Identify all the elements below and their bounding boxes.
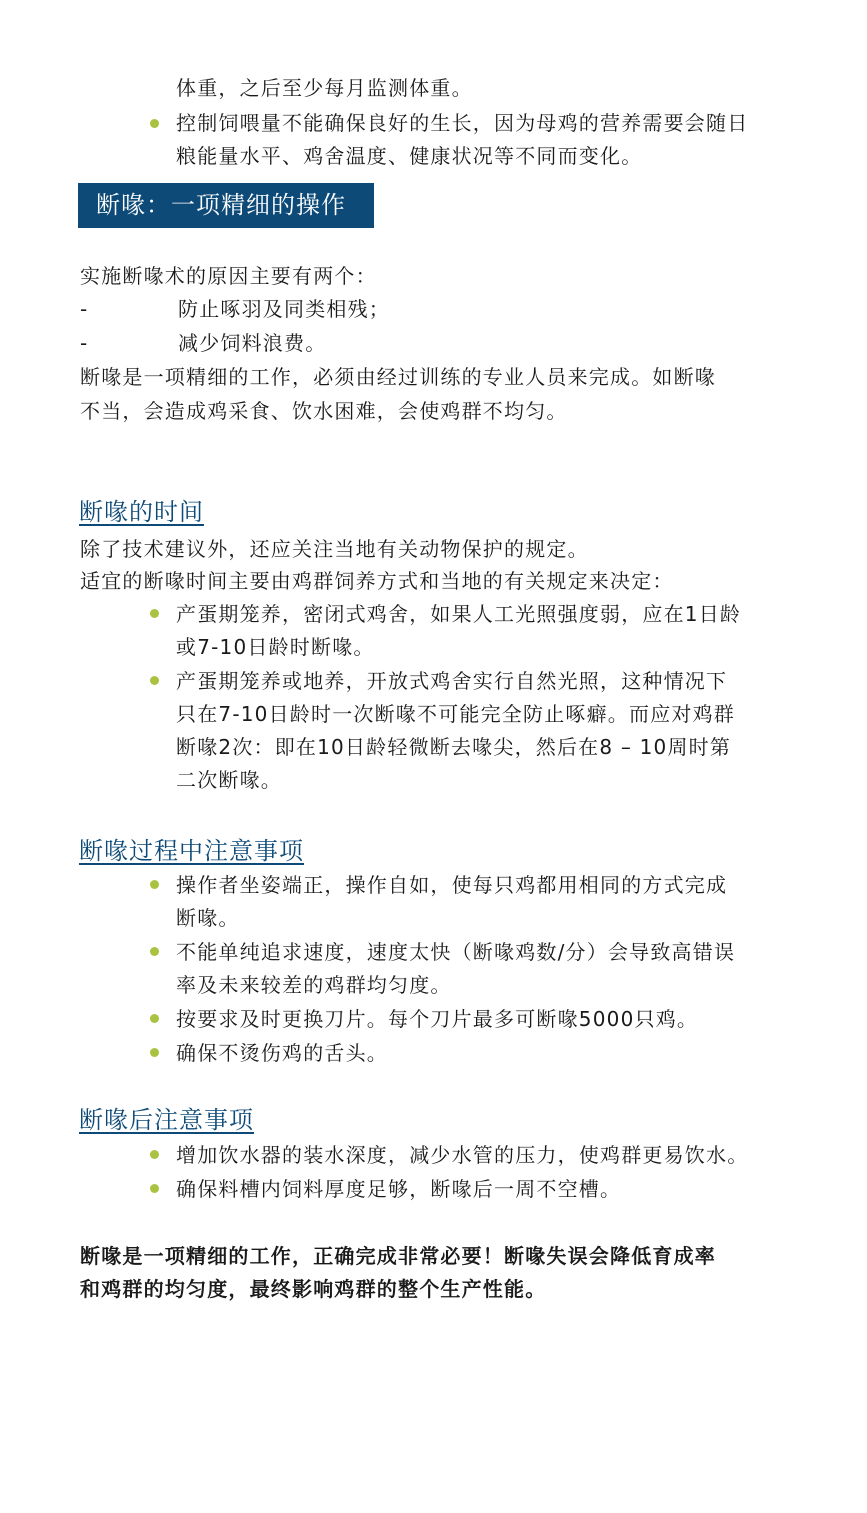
- bullet-dot-icon: [150, 119, 159, 128]
- after-bullet-line: 增加饮水器的装水深度，减少水管的压力，使鸡群更易饮水。: [176, 1143, 749, 1167]
- after-bullet-line: 确保料槽内饲料厚度足够，断喙后一周不空槽。: [176, 1177, 622, 1201]
- section-heading: 断喙过程中注意事项: [79, 837, 304, 865]
- during-bullet-line: 断喙。: [176, 906, 240, 930]
- section-heading: 断喙后注意事项: [79, 1106, 254, 1134]
- timing-bullet-line: 断喙2次：即在10日龄轻微断去喙尖，然后在8 – 10周时第: [176, 735, 732, 759]
- during-bullet-line: 率及未来较差的鸡群均匀度。: [176, 973, 452, 997]
- bullet-dot-icon: [150, 1048, 159, 1057]
- conclusion-line: 断喙是一项精细的工作，正确完成非常必要！断喙失误会降低育成率: [80, 1244, 716, 1268]
- bullet-dot-icon: [150, 676, 159, 685]
- reason-dash: -: [80, 331, 89, 355]
- bullet-dot-icon: [150, 1150, 159, 1159]
- during-bullet-line: 操作者坐姿端正，操作自如，使每只鸡都用相同的方式完成: [176, 873, 728, 897]
- during-bullet-line: 确保不烫伤鸡的舌头。: [176, 1041, 388, 1065]
- timing-bullet-line: 二次断喙。: [176, 768, 282, 792]
- timing-bullet-line: 或7-10日龄时断喙。: [176, 635, 375, 659]
- reason-item: 减少饲料浪费。: [178, 331, 327, 355]
- reasons-paragraph-line: 不当，会造成鸡采食、饮水困难，会使鸡群不均匀。: [80, 399, 568, 423]
- during-bullet-line: 不能单纯追求速度，速度太快（断喙鸡数/分）会导致高错误: [176, 940, 736, 964]
- timing-bullet-line: 产蛋期笼养，密闭式鸡舍，如果人工光照强度弱，应在1日龄: [176, 602, 742, 626]
- timing-bullet-line: 产蛋期笼养或地养，开放式鸡舍实行自然光照，这种情况下: [176, 669, 728, 693]
- timing-bullet-line: 只在7-10日龄时一次断喙不可能完全防止啄癖。而应对鸡群: [176, 702, 735, 726]
- section-banner: 断喙：一项精细的操作: [78, 183, 374, 228]
- reason-item: 防止啄羽及同类相残；: [178, 297, 390, 321]
- bullet-dot-icon: [150, 609, 159, 618]
- bullet-dot-icon: [150, 1184, 159, 1193]
- intro-continuation: 体重，之后至少每月监测体重。: [176, 76, 473, 100]
- intro-bullet-line: 粮能量水平、鸡舍温度、健康状况等不同而变化。: [176, 144, 643, 168]
- conclusion-line: 和鸡群的均匀度，最终影响鸡群的整个生产性能。: [80, 1277, 547, 1301]
- during-bullet-line: 按要求及时更换刀片。每个刀片最多可断喙5000只鸡。: [176, 1007, 699, 1031]
- intro-bullet-line: 控制饲喂量不能确保良好的生长，因为母鸡的营养需要会随日: [176, 111, 749, 135]
- timing-line: 除了技术建议外，还应关注当地有关动物保护的规定。: [80, 537, 589, 561]
- bullet-dot-icon: [150, 947, 159, 956]
- reasons-paragraph-line: 断喙是一项精细的工作，必须由经过训练的专业人员来完成。如断喙: [80, 365, 716, 389]
- reasons-lead: 实施断喙术的原因主要有两个：: [80, 264, 377, 288]
- section-heading: 断喙的时间: [79, 498, 204, 526]
- bullet-dot-icon: [150, 1014, 159, 1023]
- timing-line: 适宜的断喙时间主要由鸡群饲养方式和当地的有关规定来决定：: [80, 569, 674, 593]
- reason-dash: -: [80, 297, 89, 321]
- bullet-dot-icon: [150, 880, 159, 889]
